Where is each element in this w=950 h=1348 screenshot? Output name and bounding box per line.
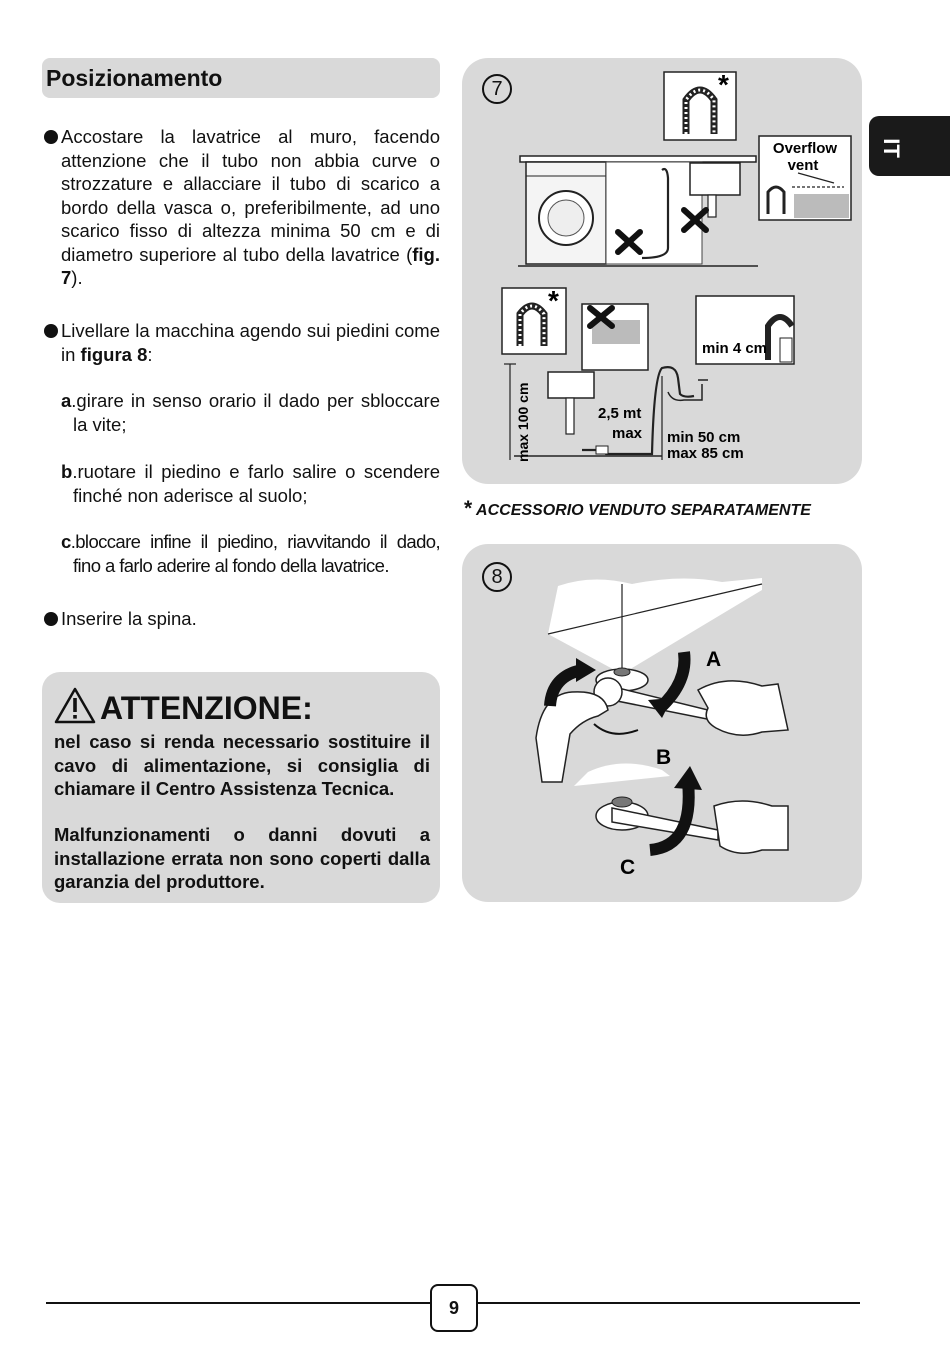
- bullet-text-end: :: [147, 343, 153, 365]
- page-number: 9: [430, 1284, 478, 1332]
- footer-rule-right: [474, 1302, 860, 1304]
- caption-text: ACCESSORIO VENDUTO SEPARATAMENTE: [476, 502, 811, 519]
- bullet-text-end: ).: [71, 267, 83, 288]
- step-c: [61, 530, 440, 577]
- accessory-star: *: [718, 69, 729, 100]
- figure-number: 7: [482, 74, 512, 104]
- warning-text-warranty: Malfunzionamenti o danni dovuti a installazione errata non sono coperti dalla garanzia del produttore.: [54, 824, 430, 892]
- label-b: B: [656, 746, 672, 769]
- warning-triangle-icon: [54, 686, 96, 724]
- warning-text-power-cable: nel caso si renda necessario sostituire il cavo di alimentazione, si consiglia di chiamare il Centro Assistenza Tecnica.: [54, 731, 430, 799]
- drain-min-height-label: min 50 cm: [667, 429, 741, 446]
- min-gap-label: min 4 cm: [702, 340, 768, 357]
- step-b: [61, 460, 440, 507]
- bullet-dot-icon: [44, 130, 58, 144]
- section-title: Posizionamento: [46, 65, 223, 91]
- language-tab[interactable]: [869, 116, 950, 176]
- drain-diagram: [462, 58, 862, 484]
- hose-length-max-label: max: [612, 425, 643, 442]
- figure-8-foot-leveling: [462, 544, 862, 902]
- step-text: .ruotare il piedino e farlo salire o scendere finché non aderisce al suolo;: [72, 461, 440, 506]
- label-a: A: [706, 648, 722, 671]
- step-letter: a: [61, 390, 72, 411]
- bullet-leveling: [42, 319, 440, 366]
- drain-max-height-label: max 85 cm: [667, 445, 744, 462]
- language-tab-label: IT: [879, 138, 904, 158]
- step-letter: c: [61, 531, 71, 552]
- vent-label: vent: [787, 157, 819, 174]
- leveling-diagram: [462, 544, 862, 902]
- caption-star: *: [464, 497, 473, 520]
- figure-7-drain-installation: [462, 58, 862, 484]
- bullet-dot-icon: [44, 612, 58, 626]
- step-text: .bloccare infine il piedino, riavvitando il dado, fino a farlo aderire al fondo della lavatrice.: [70, 531, 440, 576]
- figure-reference: figura 8: [80, 343, 148, 365]
- label-c: C: [620, 856, 636, 879]
- step-letter: b: [61, 461, 73, 482]
- bullet-plug: [42, 607, 440, 631]
- accessory-caption: [464, 497, 811, 521]
- bullet-text: Accostare la lavatrice al muro, facendo attenzione che il tubo non abbia curve o strozzature e allacciare il tubo di scarico a bordo della vasca o, preferibilmente, ad uno scarico fisso di altezza minima 50 cm e di diametro superiore al tubo della lavatrice (: [61, 126, 440, 265]
- bullet-positioning: [42, 125, 440, 290]
- overflow-label: Overflow: [772, 140, 838, 157]
- max-height-label: max 100 cm: [515, 382, 531, 462]
- section-header: [42, 58, 440, 98]
- step-a: [61, 389, 440, 436]
- footer-rule-left: [46, 1302, 430, 1304]
- figure-number: 8: [482, 562, 512, 592]
- bullet-text: Livellare la macchina agendo sui piedini come in: [61, 320, 440, 365]
- warning-title: ATTENZIONE:: [100, 690, 313, 726]
- warning-box: [42, 672, 440, 903]
- bullet-dot-icon: [44, 324, 58, 338]
- step-text: .girare in senso orario il dado per sbloccare la vite;: [71, 390, 440, 435]
- accessory-star: *: [548, 285, 559, 316]
- bullet-text: Inserire la spina.: [61, 608, 197, 629]
- figure-reference: fig. 7: [61, 243, 440, 288]
- hose-length-label: 2,5 mt: [598, 405, 642, 422]
